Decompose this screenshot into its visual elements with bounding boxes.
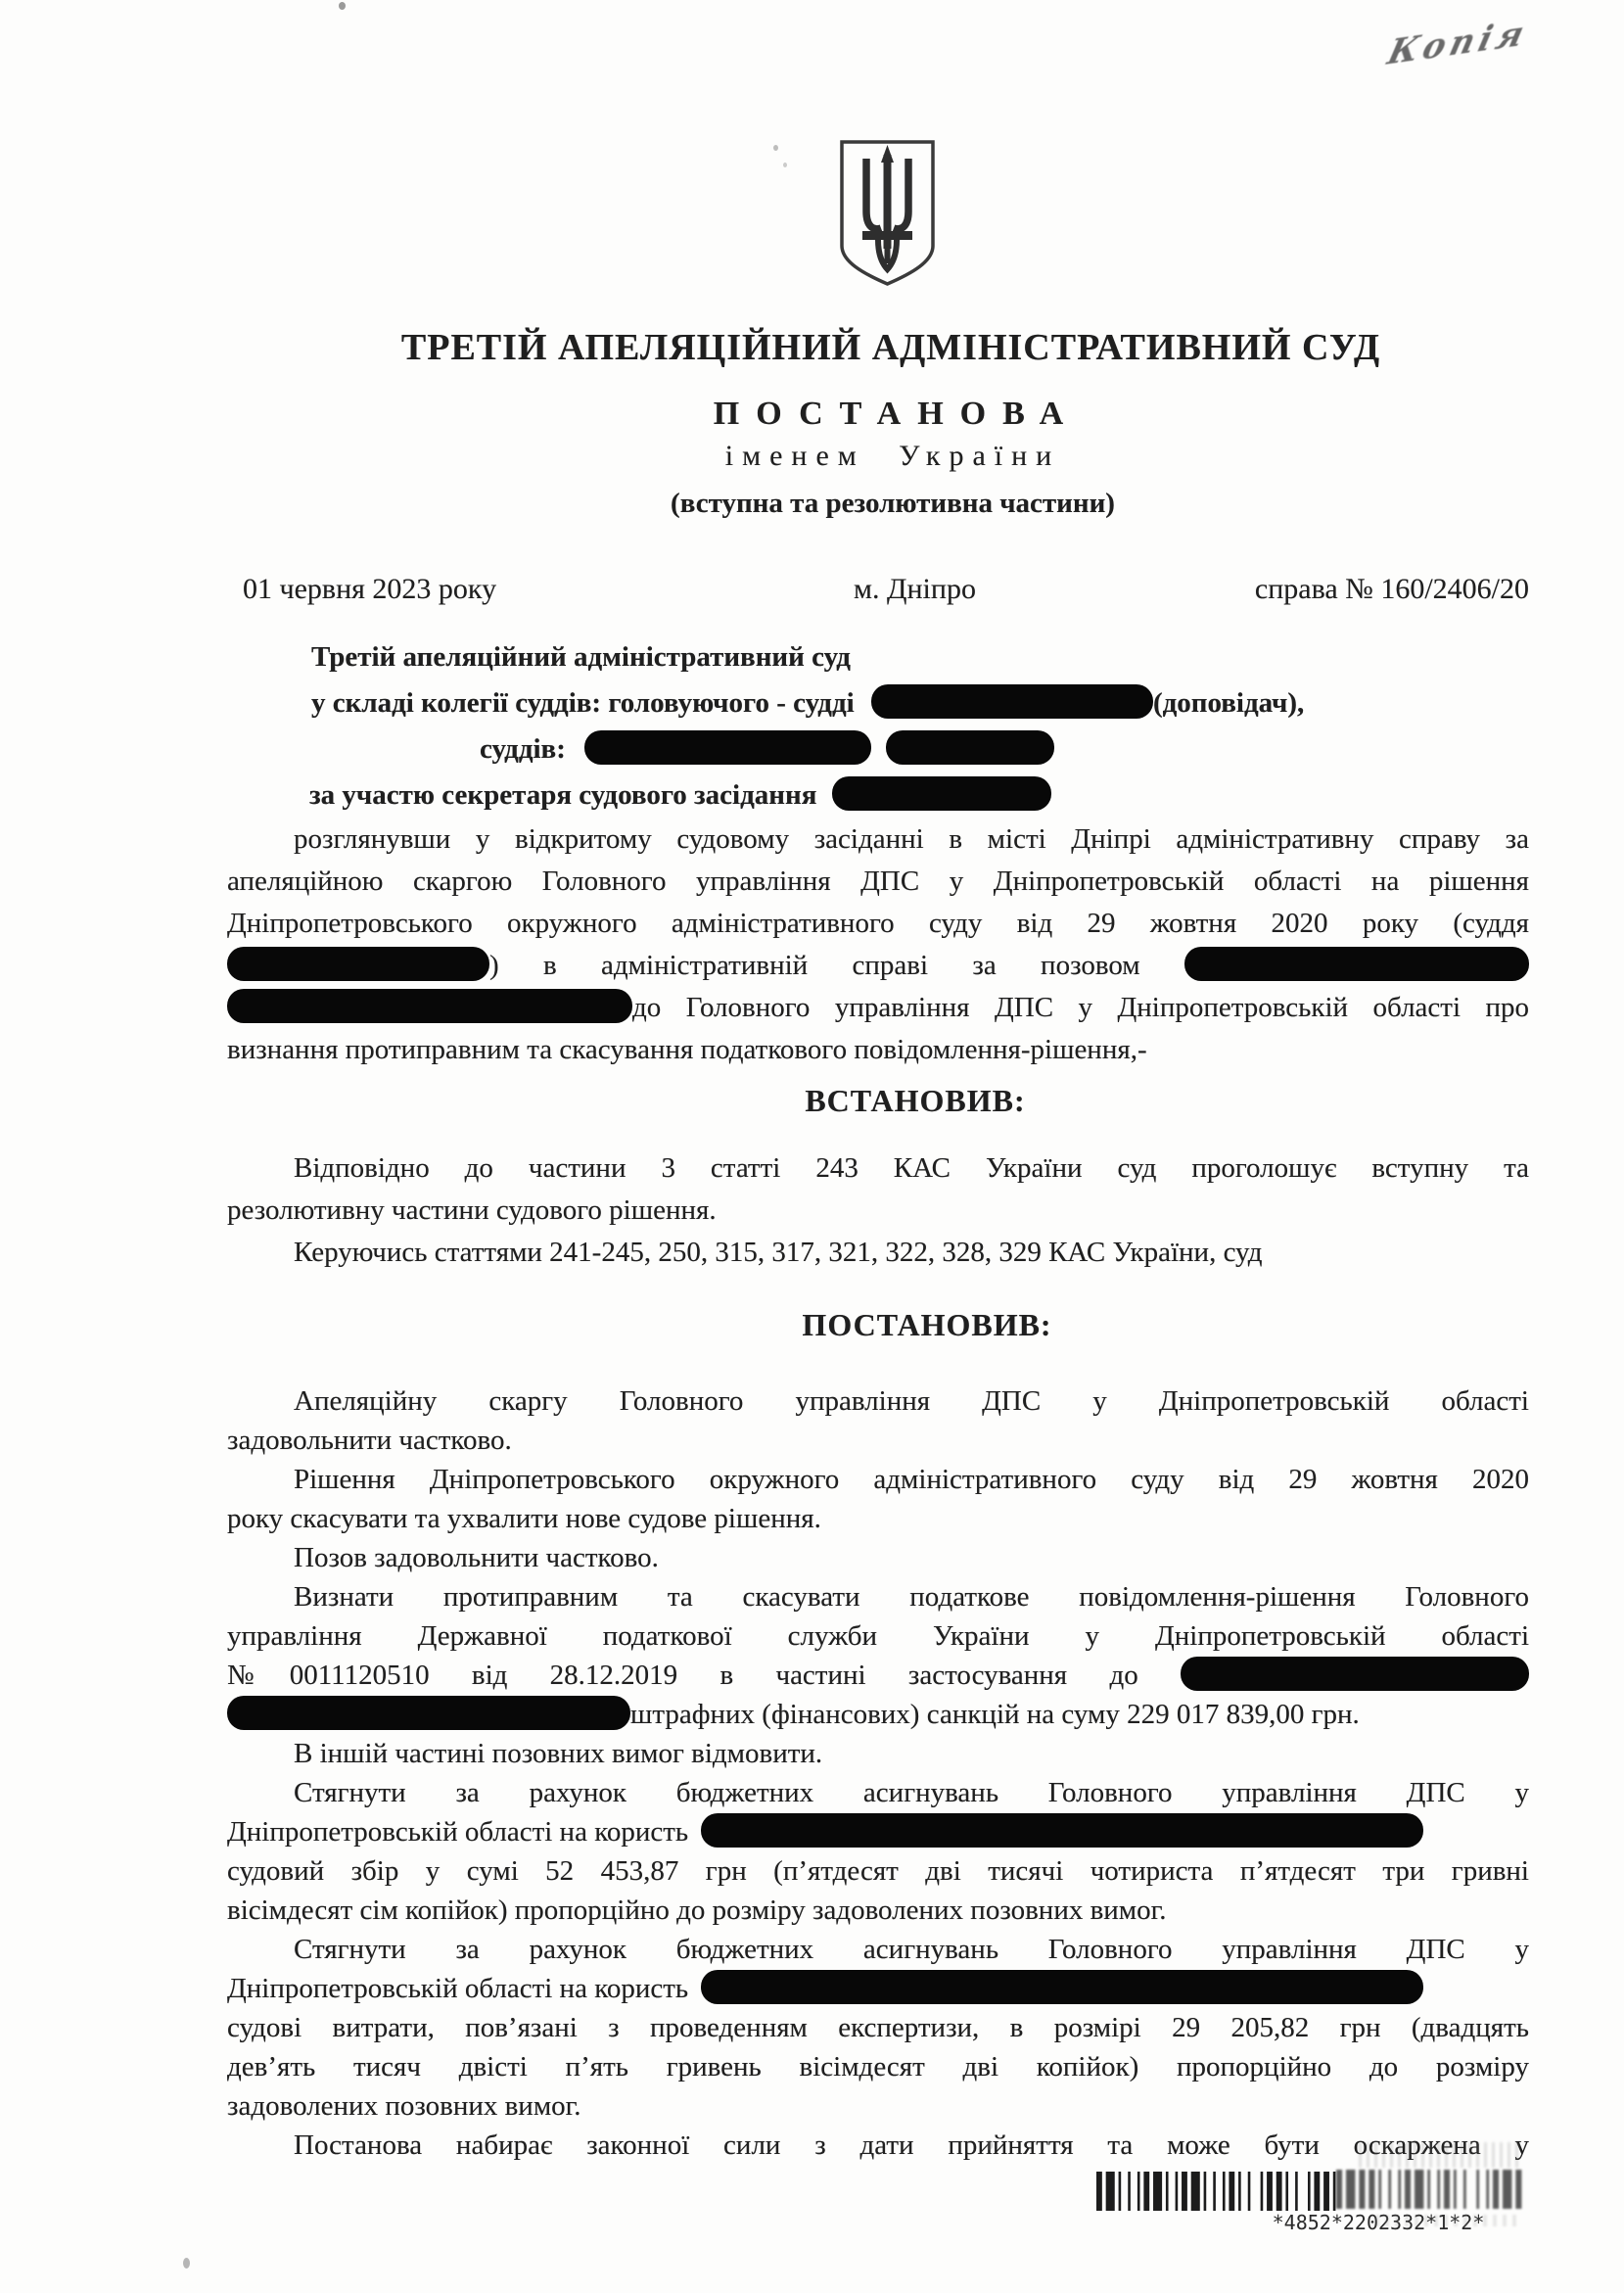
panel-prefix-text: у складі колегії суддів: головуючого - судді (311, 687, 855, 719)
document-type-title: ПОСТАНОВА (713, 396, 1081, 432)
intro-line: визнання протиправним та скасування податкового повідомлення-рішення,- (227, 1034, 1147, 1065)
redaction-bar (227, 989, 632, 1023)
scan-speck (183, 2258, 190, 2269)
scan-speck (339, 2, 346, 10)
resolved-line: Стягнути за рахунок бюджетних асигнувань Головного управління ДПС у (294, 1777, 1529, 1808)
barcode-text: *4852*2202332*1*2* (1272, 2211, 1485, 2234)
resolved-line: задоволених позовних вимог. (227, 2090, 581, 2122)
in-the-name-of-ukraine-subtitle: іменем України (724, 440, 1061, 472)
redaction-bar (871, 684, 1153, 719)
resolved-line: дев’ять тисяч двісті п’ять гривень вісімдесят дві копійок) пропорційно до розміру (227, 2051, 1529, 2082)
resolved-section (227, 1381, 1529, 2165)
established-line: Відповідно до частини 3 статті 243 КАС України суд проголошує вступну та (294, 1152, 1529, 1184)
date-row (227, 573, 1529, 606)
composition-court-text: Третій апеляційний адміністративний суд (311, 641, 851, 673)
barcode-bars (1096, 2172, 1522, 2211)
court-composition-block (227, 634, 1529, 819)
redaction-bar (886, 730, 1054, 765)
intro-line-text: до Головного управління ДПС у Дніпропетровській області про (632, 992, 1529, 1023)
established-heading: ВСТАНОВИВ: (805, 1083, 1026, 1118)
redaction-bar (227, 1696, 630, 1730)
resolved-line: Апеляційну скаргу Головного управління ДПС у Дніпропетровській області (294, 1385, 1529, 1417)
resolved-line: задовольнити частково. (227, 1425, 512, 1456)
copy-handwritten-note: Копія (1383, 13, 1533, 73)
established-line: резолютивну частини судового рішення. (227, 1194, 717, 1226)
established-line: Керуючись статтями 241-245, 250, 315, 317, 321, 322, 328, 329 КАС України, суд (294, 1237, 1263, 1268)
composition-panel-line (227, 680, 1529, 726)
resolved-line-text: штрафних (фінансових) санкцій на суму 229 017 839,00 грн. (630, 1699, 1360, 1730)
resolved-line-text: Дніпропетровській області на користь (227, 1816, 689, 1848)
composition-court-line (227, 634, 1529, 680)
decision-date: 01 червня 2023 року (243, 573, 497, 605)
secretary-prefix-text: за участю секретаря судового засідання (309, 779, 817, 811)
parts-note-subtitle: (вступна та резолютивна частини) (671, 488, 1115, 519)
established-section (227, 1147, 1529, 1274)
resolved-line: судовий збір у сумі 52 453,87 грн (п’ятдесят дві тисячі чотириста п’ятдесят три гривні (227, 1855, 1529, 1887)
panel-suffix-text: (доповідач), (1152, 687, 1305, 719)
resolved-line-redacted (227, 1969, 1529, 2008)
resolved-line-redacted (227, 1812, 1529, 1851)
redaction-bar (701, 1813, 1423, 1848)
resolved-line: вісімдесят сім копійок) пропорційно до розміру задоволених позовних вимог. (227, 1895, 1167, 1926)
judges-label-text: суддів: (480, 733, 566, 765)
redaction-bar (1181, 1657, 1529, 1691)
barcode-bars-sharp (1096, 2172, 1336, 2211)
intro-line: Дніпропетровського окружного адміністративного суду від 29 жовтня 2020 року (суддя (227, 908, 1529, 939)
redaction-bar (832, 776, 1051, 811)
intro-line-text: ) в адміністративній справі за позовом (489, 950, 1140, 981)
case-number: справа № 160/2406/20 (1254, 573, 1529, 605)
resolved-line-text: №0011120510 від 28.12.2019 в частині застосування до (227, 1660, 1138, 1691)
resolved-heading: ПОСТАНОВИВ: (802, 1307, 1052, 1342)
city: м. Дніпро (854, 573, 976, 605)
resolved-line: Визнати протиправним та скасувати податкове повідомлення-рішення Головного (294, 1581, 1529, 1613)
intro-line-redacted (227, 945, 1529, 987)
resolved-line: Позов задовольнити частково. (294, 1542, 659, 1573)
redaction-bar (701, 1970, 1423, 2004)
resolved-line: Постанова набирає законної сили з дати прийняття та може бути оскаржена у (294, 2129, 1529, 2161)
redaction-bar (1184, 947, 1529, 981)
intro-paragraph (227, 819, 1529, 1071)
intro-line: розглянувши у відкритому судовому засіданні в місті Дніпрі адміністративну справу за (294, 823, 1529, 855)
redaction-bar (227, 947, 489, 981)
composition-judges-line (227, 726, 1529, 772)
resolved-line-redacted (227, 1656, 1529, 1695)
resolved-line-redacted (227, 1695, 1529, 1734)
scan-speck (987, 2140, 993, 2150)
case-barcode (1096, 2172, 1527, 2232)
resolved-line-text: Дніпропетровській області на користь (227, 1973, 689, 2004)
court-name-title: ТРЕТІЙ АПЕЛЯЦІЙНИЙ АДМІНІСТРАТИВНИЙ СУД (400, 327, 1381, 368)
coat-of-arms-ukraine-icon (838, 139, 937, 288)
scan-speck (773, 145, 778, 151)
scan-speck (783, 163, 787, 167)
resolved-line: управління Державної податкової служби України у Дніпропетровській області (227, 1620, 1529, 1652)
intro-line: апеляційною скаргою Головного управління ДПС у Дніпропетровській області на рішення (227, 866, 1529, 897)
intro-line-redacted (227, 987, 1529, 1029)
resolved-line: Стягнути за рахунок бюджетних асигнувань Головного управління ДПС у (294, 1934, 1529, 1965)
barcode-bars-ghost (1336, 2170, 1522, 2209)
barcode-ghost-dots (1375, 2215, 1522, 2226)
resolved-line: В іншій частині позовних вимог відмовити. (294, 1738, 823, 1769)
resolved-line: судові витрати, пов’язані з проведенням експертизи, в розмірі 29 205,82 грн (двадцять (227, 2012, 1529, 2043)
resolved-line: Рішення Дніпропетровського окружного адміністративного суду від 29 жовтня 2020 (294, 1464, 1529, 1495)
barcode-ghost-smudge (1359, 2142, 1520, 2168)
document-body (227, 634, 1529, 2165)
resolved-line: року скасувати та ухвалити нове судове рішення. (227, 1503, 821, 1534)
composition-secretary-line (227, 772, 1529, 819)
redaction-bar (584, 730, 871, 765)
